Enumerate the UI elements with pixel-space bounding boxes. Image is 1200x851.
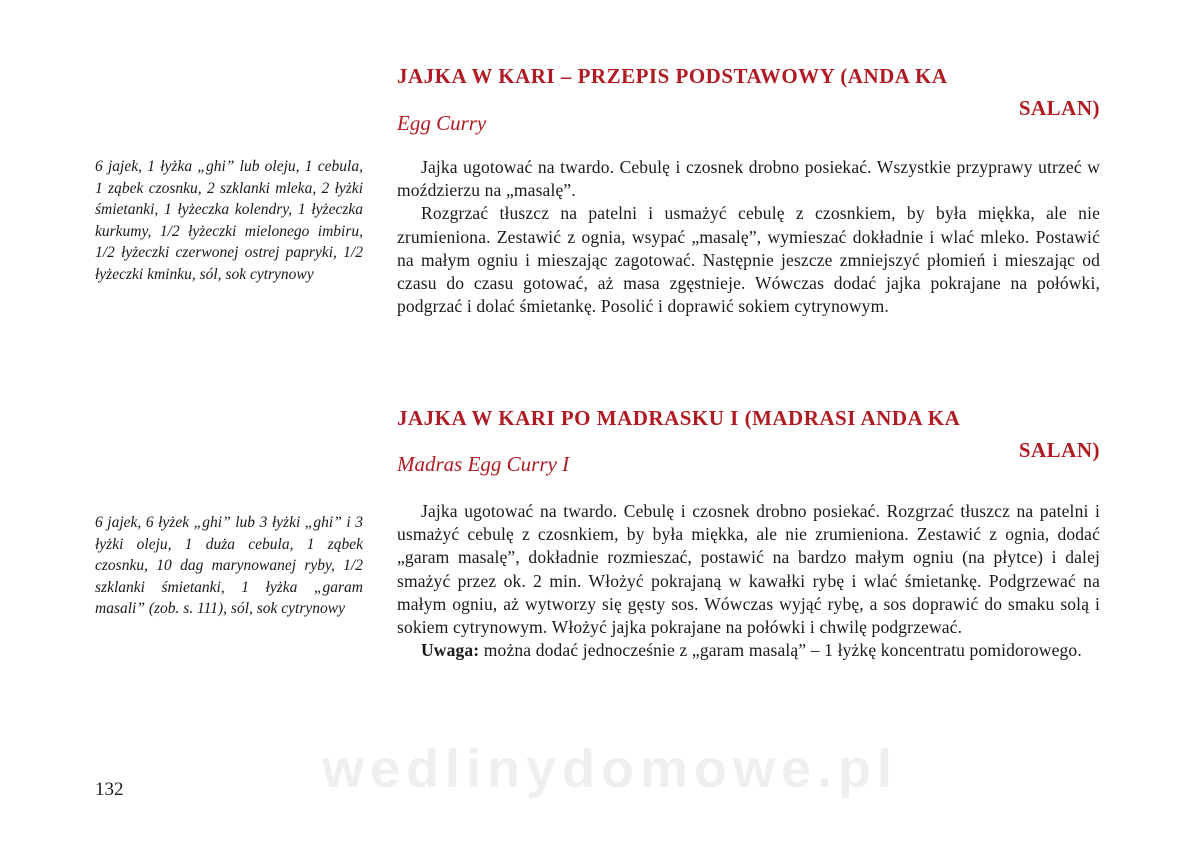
recipe-1-ingredients: 6 jajek, 1 łyżka „ghi” lub oleju, 1 cebula, 1 ząbek czosnku, 2 szklanki mleka, 2 łyżki śmietanki, 1 łyżeczka kolendry, 1 łyżeczka kurkumy, 1/2 łyżeczki mielonego imbiru, 1/2 łyżeczki czerwonej ostrej papryki, 1/2 łyżeczki kminku, sól, sok cytrynowy bbox=[95, 158, 363, 283]
recipe-1-paragraph-2: Rozgrzać tłuszcz na patelni i usmażyć cebulę z czosnkiem, by była miękka, ale nie zrumieniona. Zestawić z ognia, wsypać „masalę”, wymieszać dokładnie i wlać mleko. Postawić na małym ogniu i mieszając zagotować. Następnie jeszcze zmniejszyć płomień i mieszając od czasu do czasu gotować, aż masa zgęstnieje. Wówczas dodać jajka pokrajane na połówki, podgrzać i dolać śmietankę. Posolić i doprawić sokiem cytrynowym. bbox=[397, 203, 1100, 317]
recipe-2-paragraph-1: Jajka ugotować na twardo. Cebulę i czosnek drobno posiekać. Rozgrzać tłuszcz na patelni i usmażyć cebulę z czosnkiem, by była miękka, ale nie zrumieniona. Zestawić z ognia, dodać „garam masalę”, dokładnie rozmieszać, postawić na bardzo małym ogniu (na płytce) i dalej smażyć przez ok. 2 min. Włożyć pokrajaną w kawałki rybę i wlać śmietankę. Podgrzewać na małym ogniu, aż wytworzy się gęsty sos. Wówczas wyjąć rybę, a sos doprawić do smaku solą i sokiem cytrynowym. Włożyć jajka pokrajane na połówki i chwilę podgrzewać. bbox=[397, 501, 1100, 638]
recipe-2-subtitle: Madras Egg Curry I bbox=[397, 452, 570, 476]
recipe-2-note-text: można dodać jednocześnie z „garam masalą” – 1 łyżkę koncentratu pomidorowego. bbox=[479, 640, 1082, 661]
recipe-1-title-line2: SALAN) bbox=[1018, 96, 1100, 120]
recipe-2-note bbox=[397, 639, 1100, 662]
recipe-2-instructions bbox=[397, 500, 1100, 662]
recipe-1-paragraph-1: Jajka ugotować na twardo. Cebulę i czosnek drobno posiekać. Wszystkie przyprawy utrzeć w moździerzu na „masalę”. bbox=[397, 157, 1100, 201]
recipe-1-subtitle: Egg Curry bbox=[397, 111, 487, 135]
page-number: 132 bbox=[95, 779, 124, 800]
watermark: wedlinydomowe.pl bbox=[321, 739, 899, 799]
recipe-2-title-line1: JAJKA W KARI PO MADRASKU I (MADRASI ANDA KA bbox=[397, 406, 961, 430]
recipe-2-title-line2: SALAN) bbox=[1018, 438, 1100, 462]
recipe-2-note-label: Uwaga: bbox=[421, 640, 480, 661]
recipe-1-title bbox=[397, 60, 1100, 124]
recipe-2-ingredients: 6 jajek, 6 łyżek „ghi” lub 3 łyżki „ghi” i 3 łyżki oleju, 1 duża cebula, 1 ząbek czosnku, 10 dag marynowanej ryby, 1/2 szklanki śmietanki, 1 łyżka „garam masali” (zob. s. 111), sól, sok cytrynowy bbox=[95, 514, 363, 617]
recipe-1-title-line1: JAJKA W KARI – PRZEPIS PODSTAWOWY (ANDA KA bbox=[397, 64, 948, 88]
recipe-1-instructions bbox=[397, 156, 1100, 318]
